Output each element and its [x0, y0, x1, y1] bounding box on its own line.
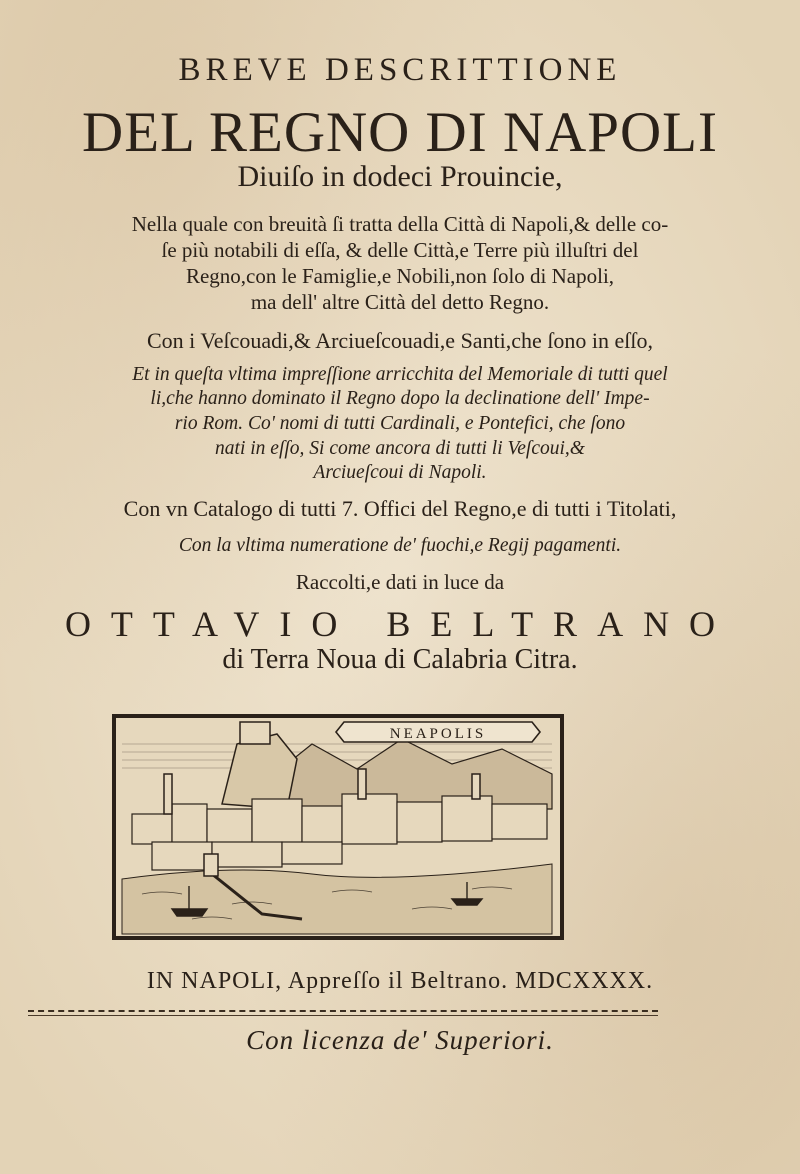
woodcut-illustration [112, 714, 564, 940]
italic-description-line: rio Rom. Co' nomi di tutti Cardinali, e Pontefici, che ſono [174, 413, 626, 434]
description-line: ma dell' altre Città del detto Regno. [250, 290, 550, 314]
italic-description-line: li,che hanno dominato il Regno dopo la declinatione dell' Impe- [150, 388, 650, 409]
description-line: ſe più notabili di eſſa, & delle Città,e Terre più illuſtri del [161, 238, 639, 262]
ornamental-rule [28, 1015, 658, 1016]
description-line: Nella quale con breuità ſi tratta della Città di Napoli,& delle co- [131, 212, 669, 236]
title-line-1: BREVE DESCRITTIONE [178, 52, 622, 88]
italic-description-line: Et in queſta vltima impreſſione arricchita del Memoriale di tutti quel [132, 364, 668, 385]
ornamental-rule [28, 1010, 658, 1012]
bishoprics-line: Con i Veſcouadi,& Arciueſcouadi,e Santi,che ſono in eſſo, [146, 328, 654, 353]
italic-description-line: Arciueſcoui di Napoli. [313, 462, 487, 483]
italic-description-line: nati in eſſo, Si come ancora di tutti li Veſcoui,& [215, 438, 585, 459]
naples-woodcut-image [112, 714, 564, 940]
author-origin: di Terra Noua di Calabria Citra. [222, 644, 578, 675]
catalog-line: Con vn Catalogo di tutti 7. Offici del Regno,e di tutti i Titolati, [123, 496, 677, 521]
license-line: Con licenza de' Superiori. [246, 1025, 554, 1055]
woodcut-banner-text: NEAPOLIS [389, 726, 487, 742]
title-line-2: DEL REGNO DI NAPOLI [82, 101, 718, 164]
description-line: Regno,con le Famiglie,e Nobili,non ſolo di Napoli, [185, 264, 615, 288]
numeration-line: Con la vltima numeratione de' fuochi,e Regij pagamenti. [178, 535, 622, 556]
collected-by-line: Raccolti,e dati in luce da [295, 570, 505, 594]
subtitle: Diuiſo in dodeci Prouincie, [237, 160, 563, 193]
author-name: OTTAVIO BELTRANO [64, 604, 736, 644]
imprint-line: IN NAPOLI, Appreſſo il Beltrano. MDCXXXX. [146, 968, 654, 994]
